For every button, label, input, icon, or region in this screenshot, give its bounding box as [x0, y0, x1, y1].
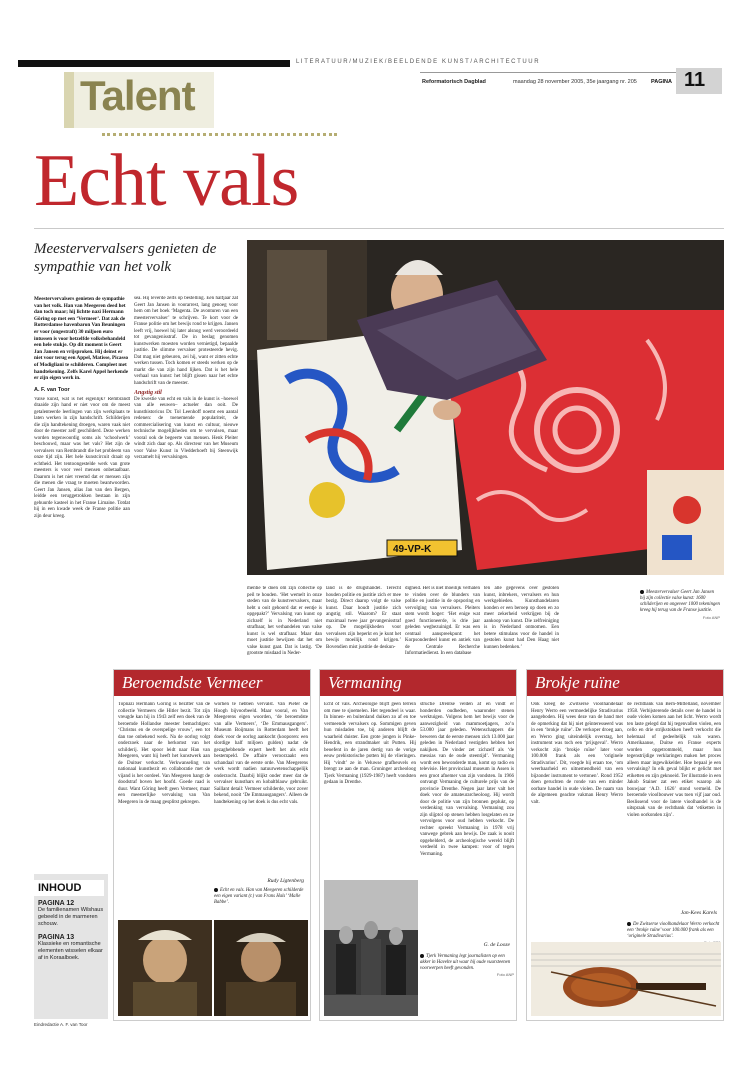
inhoud-item[interactable] [34, 934, 108, 962]
inhoud-item[interactable] [34, 900, 108, 928]
vermeer-painting-right [214, 920, 308, 1016]
box-vermeer-title: Beroemdste Vermeer [114, 670, 310, 696]
box-vermeer-col-b: worhen te hebben vervalst. Van Pieter de Hoogh bijvoorbeeld. Maar vooral, en Van Meegerens eigen woorden, ‘de beroemdste van alle Vermeers’, ‘De Emmausgangers’. Museum Boijmans in Rotterdam heeft het doek voor de oorlog aankocht (kooporen: een slordige half miljoen gulden) nadat de gezaghebbende expert heeft het als echt bestempeld. De affaire veroorzaakt een schandaal van de eerste orde. Van Meegerens werk wordt nadien natuurwetenschappelijk onderzocht. Daarbij blijkt onder meer dat de vervalser kunsthars en kobaltblauw gebruikt. Saillant detail: Vermeer schilderde, voor zover bekend, nooit ‘De Emmausgangers’. Alleen de handtekening op het doek is dus echt vals. [214, 702, 308, 805]
painting-collage-illustration [247, 240, 724, 575]
box-vermeer [113, 669, 311, 1021]
box-vermaning-caption: Tjerk Vermaning legt journalisten op een akker in Havelte uit waar hij oude vuursteenen voorwerpen heeft gevonden. Foto ANP [420, 954, 514, 978]
lead-column [34, 296, 130, 665]
byline: A. F. van Toor [34, 386, 70, 393]
col6-body: ten alle gegevens over gestolen kunst, inbrekers, vervalsers en hun werkgebieden. Kunsthandelaren konden er een beroep op doen en zo meer zekerheid verkrijgen bij de aankoop van kunst. Die zelfreiniging is in Nederland ontnomen. Een betere stimulans voor de handel in gestolen kunst had Den Haag niet kunnen bedenken.’ [484, 586, 559, 650]
page-number: 11 [684, 69, 706, 91]
vermaning-photo [324, 880, 418, 1016]
violin-photo [531, 942, 721, 1016]
box-brokje-byline: Jan-Kees Karels [680, 910, 717, 916]
col2-subhead: Angstig stil [134, 390, 162, 396]
box-brokje [526, 669, 724, 1021]
box-vermeer-col-a: Topnazi Hermann Göring is bezitter van de collectie Vermeers die Hitler bezit. Tot zijn vreugde kan hij in 1943 zelf een doek van de beroemde Hollandse meester bemachtigen: ‘Christus en de overspelige vrouw’, een tot dan toe onbekend werk. Na de oorlog volgt onderzoek naar de herkomst van het schilderij. Het spoor leidt naar Han van Meegeren, want hij heeft het kunstwerk aan de Duitser verkocht. Verkwanseling van nationaal kunstbezit en collaboratie met de vijand is het oordeel. Van Meegeren hangt de doodstraf boven het hoofd. Goede raad is duur. Want Göring heeft geen Vermeer, maar een meesterlijke vervalsing van Van Meegeren in de maag gesplitst gekregen. [118, 702, 210, 805]
inhoud-title: INHOUD [34, 880, 104, 896]
box-vermaning-title: Vermaning [320, 670, 516, 696]
box-brokje-caption: De Zwitserse vioolhandelaar Werro verkocht een ‘brokje ruïne’ voor 100.000 frank als een ‘originele Stradivarius’. [627, 922, 720, 940]
box-brokje-title: Brokje ruïne [527, 670, 723, 696]
inhoud-box [34, 874, 108, 1019]
col1-body: Valse kunst, wat is het eigenlijk? Rembrandt draaide zijn hand er niet voor om de meest getalenteerde leerlingen van zijn werkplaats te laten werken in zijn handschrift. Schilderijen die zijn handtekening droegen, waren vaak niet door de meester zelf geschilderd. Deze werken worden tegenwoordig soms als ‘schoolwerk’ beschouwd, maar was het vals? Het zijn de vervalsers van Rembrandt die het probleem van onze tijd zijn. Het hele kunstcircuit draait op echtheid. Het tentoongestelde werk van grote meesters is voor veel mensen onbetaalbaar. Daarom is het niet vreemd dat er mensen zijn die menen die vraag te moeten beantwoorden. Geert Jan Jansen, alias Jan van den Bergen, leidde een teruggetrokken bestaan in zijn gehuurde kasteel in het Franse Limaine. Totdat hij in een kwade week de Franse politie aan zijn deur kreeg. [34, 396, 130, 519]
eindredactie: Eindredactie A. F. van Toor [34, 1022, 88, 1027]
vermeer-painting-left [118, 920, 212, 1016]
newspaper-name: Reformatorisch Dagblad [422, 79, 486, 85]
main-photo [247, 240, 724, 575]
section-strip: LITERATUUR/MUZIEK/BEELDENDE KUNST/ARCHITECTUUR [290, 57, 722, 69]
license-plate-text: 49-VP-K [393, 544, 432, 555]
headline: Echt vals [34, 140, 299, 222]
box-vermaning-byline: G. de Looze [483, 942, 510, 948]
col3-body: mentie te doen om zijn collectie op peil te houden. ‘Het wemelt in onze steden van de kunstvervalsers, maar hebt u ooit gehoord dat er eentje is opgepakt?’ Vervalsing van kunst op zichzelf is in Nederland niet strafbaar, het verhandelen van valse kunst is wel strafbaar. Maar dan moet justitie bewijzen dat het om valse kunst gaat. Dat is lastig. ‘De grootste misdaad in Neder- [247, 586, 322, 656]
col2-body: sea. Hij leverde zelfs op bestelling. Een halfjaar zat Geert Jan Jansen in voorarrest, lang genoeg voor hem om het boek ‘Magenta. De avonturen van een meestervervalser’ te schrijven. Te kort voor de Franse politie om het bewijs rond te krijgen. Jansen leeft vrij, hoewel hij later alsnog werd veroordeeld tot gevangenisstraf. De in beslag genomen kunstwerken moesten worden vernietigd, bepaalde justitie. De slimme vervalser protesteerde hevig. Dat mag niet gebeuren, zei hij, want er zitten echte werken tussen. Toch komen er steeds werken op de markt die van zijn hand lijken. Dat is het hele verhaal van kunst: het blijft gissen naar het echte handschrift van de meester. Angstig stil De kwestie van echt en vals in de kunst is –hoewel van alle eeuwen– actueler dan ooit. De kunsthistoricus Dr. Tol Leenhoff noemt een aantal redenen: de toenemende populariteit, de commercialisering van kunst en cultuur, nieuwe technische mogelijkheden om te vervalsen, maar vooral ook de begeerte van mensen. Henk Pleiter windt zich daar op. Als directeur van het Museum voor Valse Kunst in Vledderhoeft bij Steenwijk verzamelt hij vervalsingen. [134, 296, 238, 460]
col4-body: land is de drugshandel. Terecht houden politie en justitie zich er mee bezig. Direct daarop volgt de valse kunst. Daar houdt justitie zich angstig stil. Waarom? Er staat maximaal twee jaar gevangenisstraf op. De mogelijkheden voor vervalsers zijn beperkt en je kunt het bewijs moeilijk rond krijgen.’ Bovendien mist justitie de deskun- [326, 586, 401, 650]
logo-dots [102, 133, 337, 136]
headline-rule [34, 228, 724, 229]
box-vermaning-col-a: Echt of vals. Archeologie blijft geen terrein om mee te sjoemelen. Het tegendeel is waar. In binnen- en buitenland duiken zo af en toe vermeende vervalsers op. Sommigen geven hun misdaden toe, bij anderen blijft de waarheid duister. Een grote jongen is Pinke-Hendrik, een strandmaker uit Putten. Hij beoefent in de jaren dertig van de vorige eeuw prehistorische potten bij de vlieringen. Hij ‘vindt’ ze in Veluwse grafheuvels en brengt ze aan de man. Groninger archeoloog Tjerk Vermaning (1929-1987) heeft vondsten gedaan in Drenthe. [324, 702, 416, 785]
lead-paragraph: Meestervervalsers genieten de sympathie van het volk. Han van Meegeren deed het dan toch maar; hij lichtte nazi Hermann Göring op met een ‘Vermeer’. Dat zak de Rotterdamse havenbaron Van Beuningen er voor (ongestraft) 30 miljoen euro intussen is voor hetzelfde volksbehandeld een hele stukje. Op dit moment is Geert Jan Jansen en vrijsproken. Hij deinst er niet voor terug een Appel, Matisse, Picasso of Modigliani te schilderen. Compleet met handtekening. Zelfs Karel Appel herkende er zijn eigen werk in. [34, 296, 129, 382]
section-title: Talent [80, 72, 195, 119]
inhoud-item-page: PAGINA 13 [38, 934, 75, 941]
page-number-box [676, 68, 722, 94]
caption-bullet [640, 590, 644, 594]
box-brokje-col-a: Ook kreeg de Zwitserse vioolhandelaar Henry Werro een vermoedelijke Stradivarius aangeboden. Hij wees deze van de hand met de opmerking dat hij niet geïnteresseerd was in een ‘brokje ruïne’. De verkoper droeg aan, en Werro ging uiteindelijk overstag, het instrument was toch een ‘prijsgeval’. Werro verkocht zijn ‘brokje ruïne’ later voor 100.000 frank als een ‘originele Stradivarius’. Dit, voegde hij eraan toe, ‘om weerbaarheid en uitnemendheid van een bijzonder instrument te vertonen’. Rond 1952 doen geruchten de ronde van een minder oorbare handel in oude violen. De naam van de algemeen geachte vakman Henry Werro valt. [531, 702, 623, 805]
pagina-label: PAGINA [651, 79, 672, 85]
main-photo-credit: Foto ANP [702, 615, 720, 621]
box-vermaning-col-b: structie Drentse velden af en vindt er honderden oudheden, waaronder stenen werktuigen. Volgens hem het bewijs voor de aanwezigheid van mammoetjagers, zo’n 53.000 jaar geleden. Wetenschappers die beweren dat de eerste mensen zich 13.000 jaar geleden in Nederland vestigden hebben het nakijken. De vinder zet zichzelf als ‘de messias van de oude steentijd’. Vermaning wordt een bewonderde man, komt op radio en televisie. Het provinciaal museum in Assen is een groot afnemer van zijn vondsten. In 1966 ontvangt Vermaning de culturele prijs van de provincie Drenthe. Negen jaar later valt het doek voor de amateurarcheoloog. Hij wordt door de politie van zijn bronnen geplukt, op verdenking van vervalsing. Vermaning zou zijn slijptol op stenen hebben losgelaten en ze vervolgens voor oud hebben verkocht. De rechter spreekt Vermaning in 1978 vrij vanwege gebrek aan bewijs. De zaak is nooit opgehelderd, de archeologische wereld blijft verdeeld in twee kampen: voor of tegen Vermaning. [420, 702, 514, 857]
inhoud-item-text: De familienamen Wilshaus gebeeld in de marmeren schouw. [38, 907, 104, 927]
talent-logo-box [64, 72, 214, 128]
inhoud-item-text: Klassieke en romantische elementen wisselen elkaar af in Koraalboek. [38, 941, 103, 961]
col7-filler [563, 586, 633, 666]
main-photo-caption: Meestervervalser Geert Jan Jansen bij zijn collectie valse kunst: 1600 schilderijen en ongeveer 1000 tekeningen kreeg hij terug van de Franse justitie. Foto ANP [640, 590, 720, 621]
dateline: maandag 28 november 2005, 35e jaargang nr. 205 [513, 79, 637, 85]
box-vermeer-caption: Echt en vals. Han van Meegeren schilderde een eigen variant (r.) van Frans Hals’ ‘Malle Babbe’. [214, 888, 304, 906]
subheadline: Meestervervalsers genieten de sympathie van het volk [34, 241, 217, 275]
col5-body: digheid. Het is niet moeilijk verhalen te vinden over de blunders van politie en justitie in de opsporing en vervolging van vervalsers. Pleiters stem wordt hoger: ‘Het enige wat goed functioneerde, is drie jaar geleden wegbezuinigd. Er was een centraal aanspreekpunt: het Korpsonderdeel kunst en antiek van de Centrale Recherche Informatiedienst. In een database [405, 586, 480, 656]
inhoud-item-page: PAGINA 12 [38, 900, 75, 907]
box-vermaning [319, 669, 517, 1021]
box-vermeer-byline: Rudy Ligtenberg [267, 878, 304, 884]
box-brokje-col-b: de rechtbank van Bern-Mittelland, november 1958. Verbijsterende details over de handel in oude violen komen aan het licht. Werro wordt ten laste gelegd dat hij tegenvallen violen, een cello en drie strijkstokken heeft verkocht die helemaal of gedeeltelijk vals waren. Amerikaanse, Duitse en Franse experts worden opgetrommeld, maar hun tegenstrijdige verklaringen maken het proces alleen maar ingewikkelder. Hoe bepaal je een vervalsing? In elk geval blijkt er gelicht met etiketten en zijn geknoeid. Ter illustratie in een Jakob Stainer zat een etiket waarop als bouwjaar ‘A.D. 1626’ stond vermeld. De beroemde vioolbouwer was toen vijf jaar oud. Beslissend voor de latere vioolhandel is de uitspraak van de rechtbank dat ‘etiketten in violen oorkonden zijn’. [627, 702, 721, 818]
